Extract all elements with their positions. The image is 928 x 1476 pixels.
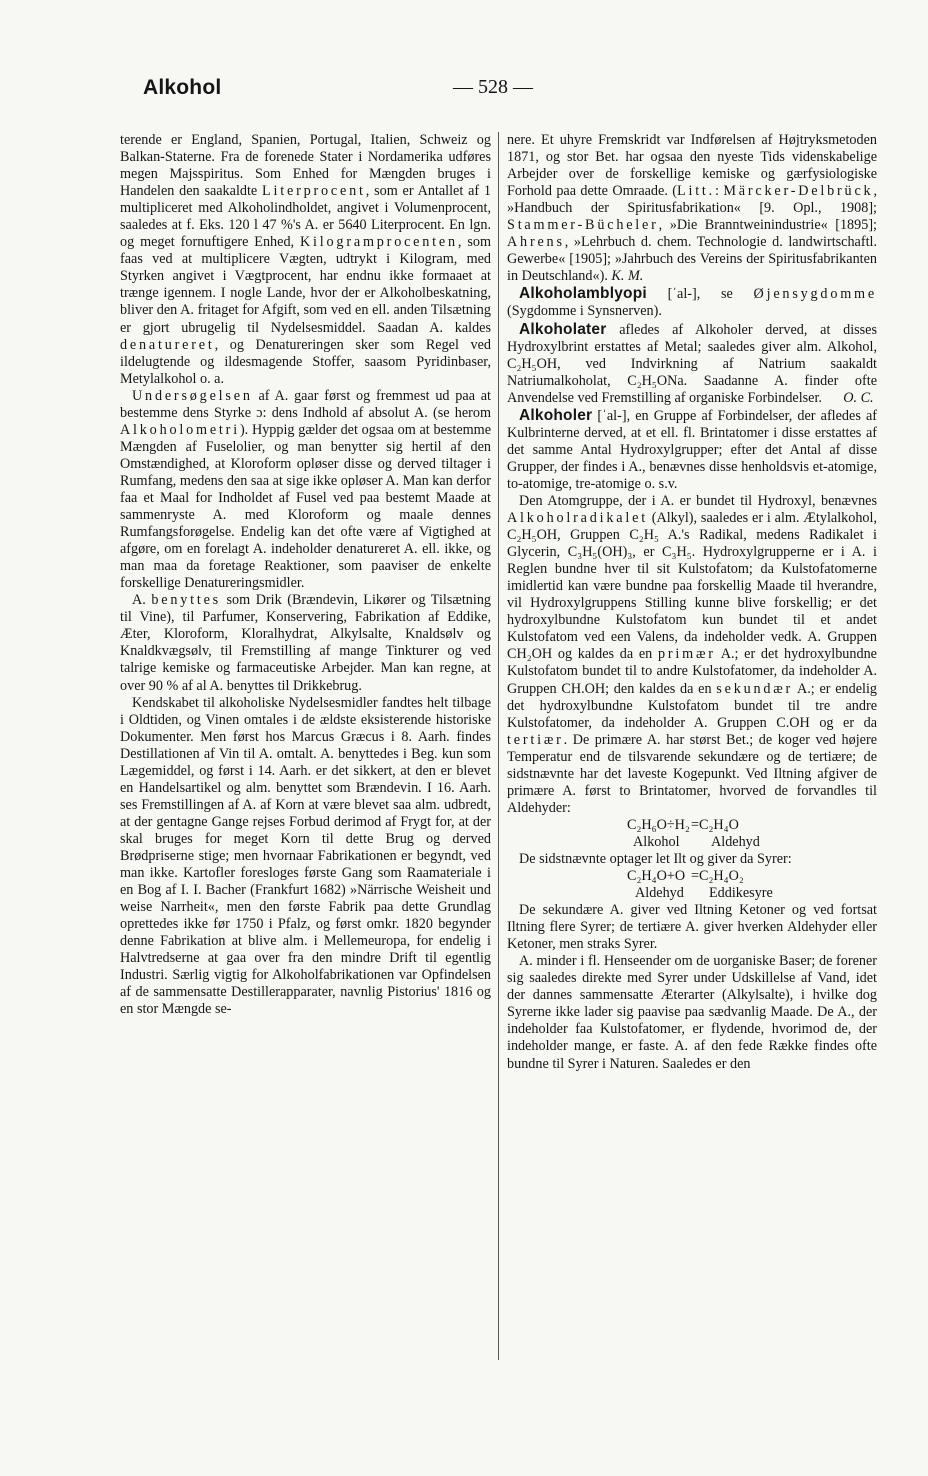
paragraph: nere. Et uhyre Fremskridt var Indførelsen af Højtryksmetoden 1871, og stor Bet. har ogsaa den nyeste Tids videnskabelige Arbejder over de forskellige kemiske og gærfysiologiske Forhold paa dette Omraade. (Litt.: Märcker-Delbrück, »Handbuch der Spiritusfabrikation« [9. Opl., 1908]; Stammer-Bücheler, »Die Branntweinindustrie« [1895]; Ahrens, »Lehrbuch d. chem. Technologie d. landwirtschaftl. Gewerbe« [1905]; »Jahrbuch des Vereins der Spiritusfabrikanten in Deutschland«). K. M. bbox=[507, 132, 877, 285]
equation-lhs: C₂H₄O+O bbox=[627, 868, 686, 885]
left-column bbox=[120, 132, 491, 1018]
paragraph: terende er England, Spanien, Portugal, Italien, Schweiz og Balkan-Staterne. Fra de forenede Stater i Nordamerika udføres megen Majsspiritus. Som Enhed for Mængden bruges i Handelen den saakaldte Literprocent, som er Antallet af 1 multipliceret med Alkoholindholdet, angivet i Volumenprocent, saaledes at f. Eks. 120 l 47 %'s A. er 5640 Literprocent. En lgn. og meget fornuftigere Enhed, Kilogramprocenten, som faas ved at multiplicere Vægten, udtrykt i Kilogram, med Styrken angivet i Vægtprocent, har endnu ikke formaaet at trænge igennem. I nogle Lande, hvor der er Alkoholbeskatning, bliver den A. fritaget for Afgift, som ved en ell. anden Tilsætning er gjort ubrugelig til Nydelsesmiddel. Saadan A. kaldes denatureret, og Denatureringen sker som Regel ved ildelugtende og ildesmagende Stoffer, saasom Pyridinbaser, Metylalkohol o. a. bbox=[120, 132, 492, 387]
cross-reference: Øjensygdomme bbox=[753, 286, 877, 303]
spaced-term: Alkoholradikalet bbox=[507, 510, 648, 527]
paragraph: A. minder i fl. Henseender om de uorganiske Baser; de forener sig saaledes direkte med Syrer under Udskillelse af Vand, idet der dannes sammensatte Æterarter (Alkylsalte), i hvilke dog Syrerne ikke lader sig paavise paa sædvanlig Maade. De A., der indeholder faa Kulstofatomer, er flydende, hvorimod de, der indeholder mange, er faste. A. af den fede Række findes ofte bundne til Syrer i Naturen. Saaledes er den bbox=[507, 953, 877, 1072]
entry: Alkoholer [ˈal-], en Gruppe af Forbindelser, der afledes af Kulbrinterne derved, at et ell. fl. Brintatomer i disse erstattes af det samme Antal Hydroxylgrupper; efter det Antal af disse Grupper, der findes i A., benævnes disse henholdsvis et-atomige, to-atomige, tre-atomige o. s.v. bbox=[507, 406, 877, 492]
equation-lhs: C₂H₆O÷H₂ bbox=[627, 816, 690, 833]
author-name: Stammer-Bücheler bbox=[507, 217, 659, 234]
page-number: — 528 — bbox=[453, 76, 533, 98]
spaced-term: Litt. bbox=[676, 183, 716, 200]
headword: Alkoholamblyopi bbox=[519, 285, 647, 303]
paragraph: Den Atomgruppe, der i A. er bundet til Hydroxyl, benævnes Alkoholradikalet (Alkyl), saaledes er i alm. Ætylalkohol, C₂H₅OH, Gruppen C₂H₅ A.'s Radikal, medens Radikalet i Glycerin, C₃H₅(OH)₃, er C₃H₅. Hydroxylgrupperne er i A. i Reglen bundne hver til sit Kulstofatom; da Kulstofatomerne imidlertid kan være bundne paa forskellig Maade til hverandre, vil Hydroxylgruppens Stilling kunne blive forskellig; er det hydroxylbundne Kulstofatom kun bundet til et andet Kulstofatom ved een Valens, da indeholder vedk. A. Gruppen CH₂OH og kaldes da en primær A.; er det hydroxylbundne Kulstofatom bundet til to andre Kulstofatomer, da indeholder A. Gruppen CH.OH; den kaldes da en sekundær A.; er endelig det hydroxylbundne Kulstofatom bundet til tre andre Kulstofatomer, da indeholder A. Gruppen C.OH og er da tertiær. De primære A. har størst Bet.; de koger ved højere Temperatur end de tilsvarende sekundære og de tertiære; de sidstnævnte har det laveste Kogepunkt. Ved Iltning afgiver de primære A. først to Brintatomer, hvorved de forvandles til Aldehyder: bbox=[507, 492, 878, 816]
paragraph: De sidstnævnte optager let Ilt og giver da Syrer: bbox=[519, 850, 792, 867]
signature: K. M. bbox=[611, 268, 644, 285]
headword: Alkoholer bbox=[519, 406, 593, 424]
spaced-term: benyttes bbox=[151, 592, 222, 609]
page-header bbox=[143, 76, 779, 104]
equation bbox=[507, 868, 877, 885]
equation-caption bbox=[507, 885, 877, 902]
spaced-term: sekundær bbox=[716, 680, 794, 697]
paragraph: Kendskabet til alkoholiske Nydelsesmidler fandtes helt tilbage i Oldtiden, og Vinen omtales i de ældste eksisterende historiske Dokumenter. Men først hos Marcus Græcus i 8. Aarh. findes Destillationen af Vin til A. omtalt. A. benyttedes i Beg. kun som Lægemiddel, og først i 14. Aarh. er det sikkert, at den er blevet en Handelsartikel og alm. benyttet som Brændevin. I 16. Aarh. ses Fremstillingen af A. af Korn at være blevet saa alm. udbredt, at der gentagne Gange rejses Forbud derimod af Frygt for, at der skal bruges for meget Korn til dette Brug og derved Brødpriserne stige; men hvornaar Fabrikationen er begyndt, ved man ikke. Kartofler foresloges første Gang som Raamateriale i en Bog af I. I. Bacher (Frankfurt 1682) »Närrische Weisheit und weise Narrheit«, men den første Fabrik paa dette Grundlag oprettedes ikke før 1750 i Pfalz, og først omkr. 1820 begynder denne Fabrikation at blive alm. i Mellemeuropa, for endelig i Halvtredserne at gaa over fra den mindre Drift til egentlig Industri. Særlig vigtig for Alkoholfabrikationen var Opfindelsen af de sammensatte Destillerapparater, navnlig Pistorius' 1816 og en stor Mængde se- bbox=[120, 694, 491, 1018]
equation-rhs: =C₂H₄O bbox=[691, 816, 739, 833]
paragraph: A. benyttes som Drik (Brændevin, Likører og Tilsætning til Vine), til Parfumer, Konservering, Fabrikation af Eddike, Æter, Kloroform, Kloralhydrat, Alkylsalte, Knaldsølv og Knaldkvægsølv, til Fremstilling af mange Tinkturer og ved talrige kemiske og farmaceutiske Arbejder. Man kan regne, at over 90 % af al A. benyttes til Drikkebrug. bbox=[120, 592, 492, 694]
author-name: Märcker-Delbrück bbox=[723, 183, 874, 200]
signature: O. C. bbox=[843, 389, 874, 406]
equation bbox=[507, 817, 877, 834]
equation-caption bbox=[507, 834, 877, 851]
spaced-term: Kilogramprocenten bbox=[300, 234, 458, 251]
spaced-term: Undersøgelsen bbox=[132, 387, 253, 404]
caption-label: Aldehyd bbox=[635, 885, 684, 902]
paragraph: Undersøgelsen af A. gaar først og fremmest ud paa at bestemme dens Styrke ɔ: dens Indhold af absolut A. (se herom Alkoholometri). Hyppig gælder det ogsaa om at bestemme Mængden af Fuselolier, og man benytter sig hertil af den Omstændighed, at Kloroform opløser disse og derved tiltager i Rumfang, medens den saa at sige ikke opløser A. Man kan derfor faa et Maal for Indholdet af Fusel ved paa bestemt Maade at sammenryste A. med Kloroform og maale dennes Rumfangsforøgelse. Endelig kan det ofte være af Vigtighed at afgøre, om en forelagt A. indeholder denatureret A. ell. ikke, og man maa da foretage Reaktioner, som paaviser de enkelte forskellige Denatureringsmidler. bbox=[120, 387, 491, 592]
spaced-term: Literprocent bbox=[262, 183, 366, 200]
spaced-term: primær bbox=[657, 646, 716, 663]
caption-label: Eddikesyre bbox=[709, 885, 773, 902]
spaced-term: tertiær bbox=[507, 731, 564, 748]
author-name: Ahrens bbox=[507, 234, 565, 251]
running-head: Alkohol bbox=[143, 76, 222, 99]
spaced-term: denatureret bbox=[120, 336, 215, 353]
equation-rhs: =C₂H₄O₂ bbox=[691, 868, 744, 885]
right-column bbox=[507, 132, 877, 1073]
spaced-term: Alkoholometri bbox=[120, 421, 240, 438]
headword: Alkoholater bbox=[519, 320, 607, 338]
column-divider bbox=[498, 132, 499, 1360]
caption-label: Aldehyd bbox=[711, 833, 760, 850]
caption-label: Alkohol bbox=[633, 833, 680, 850]
paragraph: De sekundære A. giver ved Iltning Ketoner og ved fortsat Iltning flere Syrer; de tertiære A. giver hverken Aldehyder eller Ketoner, men straks Syrer. bbox=[507, 902, 877, 953]
entry: Alkoholater afledes af Alkoholer derved, at disses Hydroxylbrint erstattes af Metal; saaledes giver alm. Alkohol, C₂H₅OH, ved Indvirkning af Natrium saakaldt Natriumalkoholat, C₂H₅ONa. Saadanne A. finder ofte Anvendelse ved Fremstilling af organiske Forbindelser. O. C. bbox=[507, 320, 877, 406]
entry: Alkoholamblyopi [ˈal-], se Øjensygdomme (Sygdomme i Synsnerven). bbox=[507, 285, 877, 320]
